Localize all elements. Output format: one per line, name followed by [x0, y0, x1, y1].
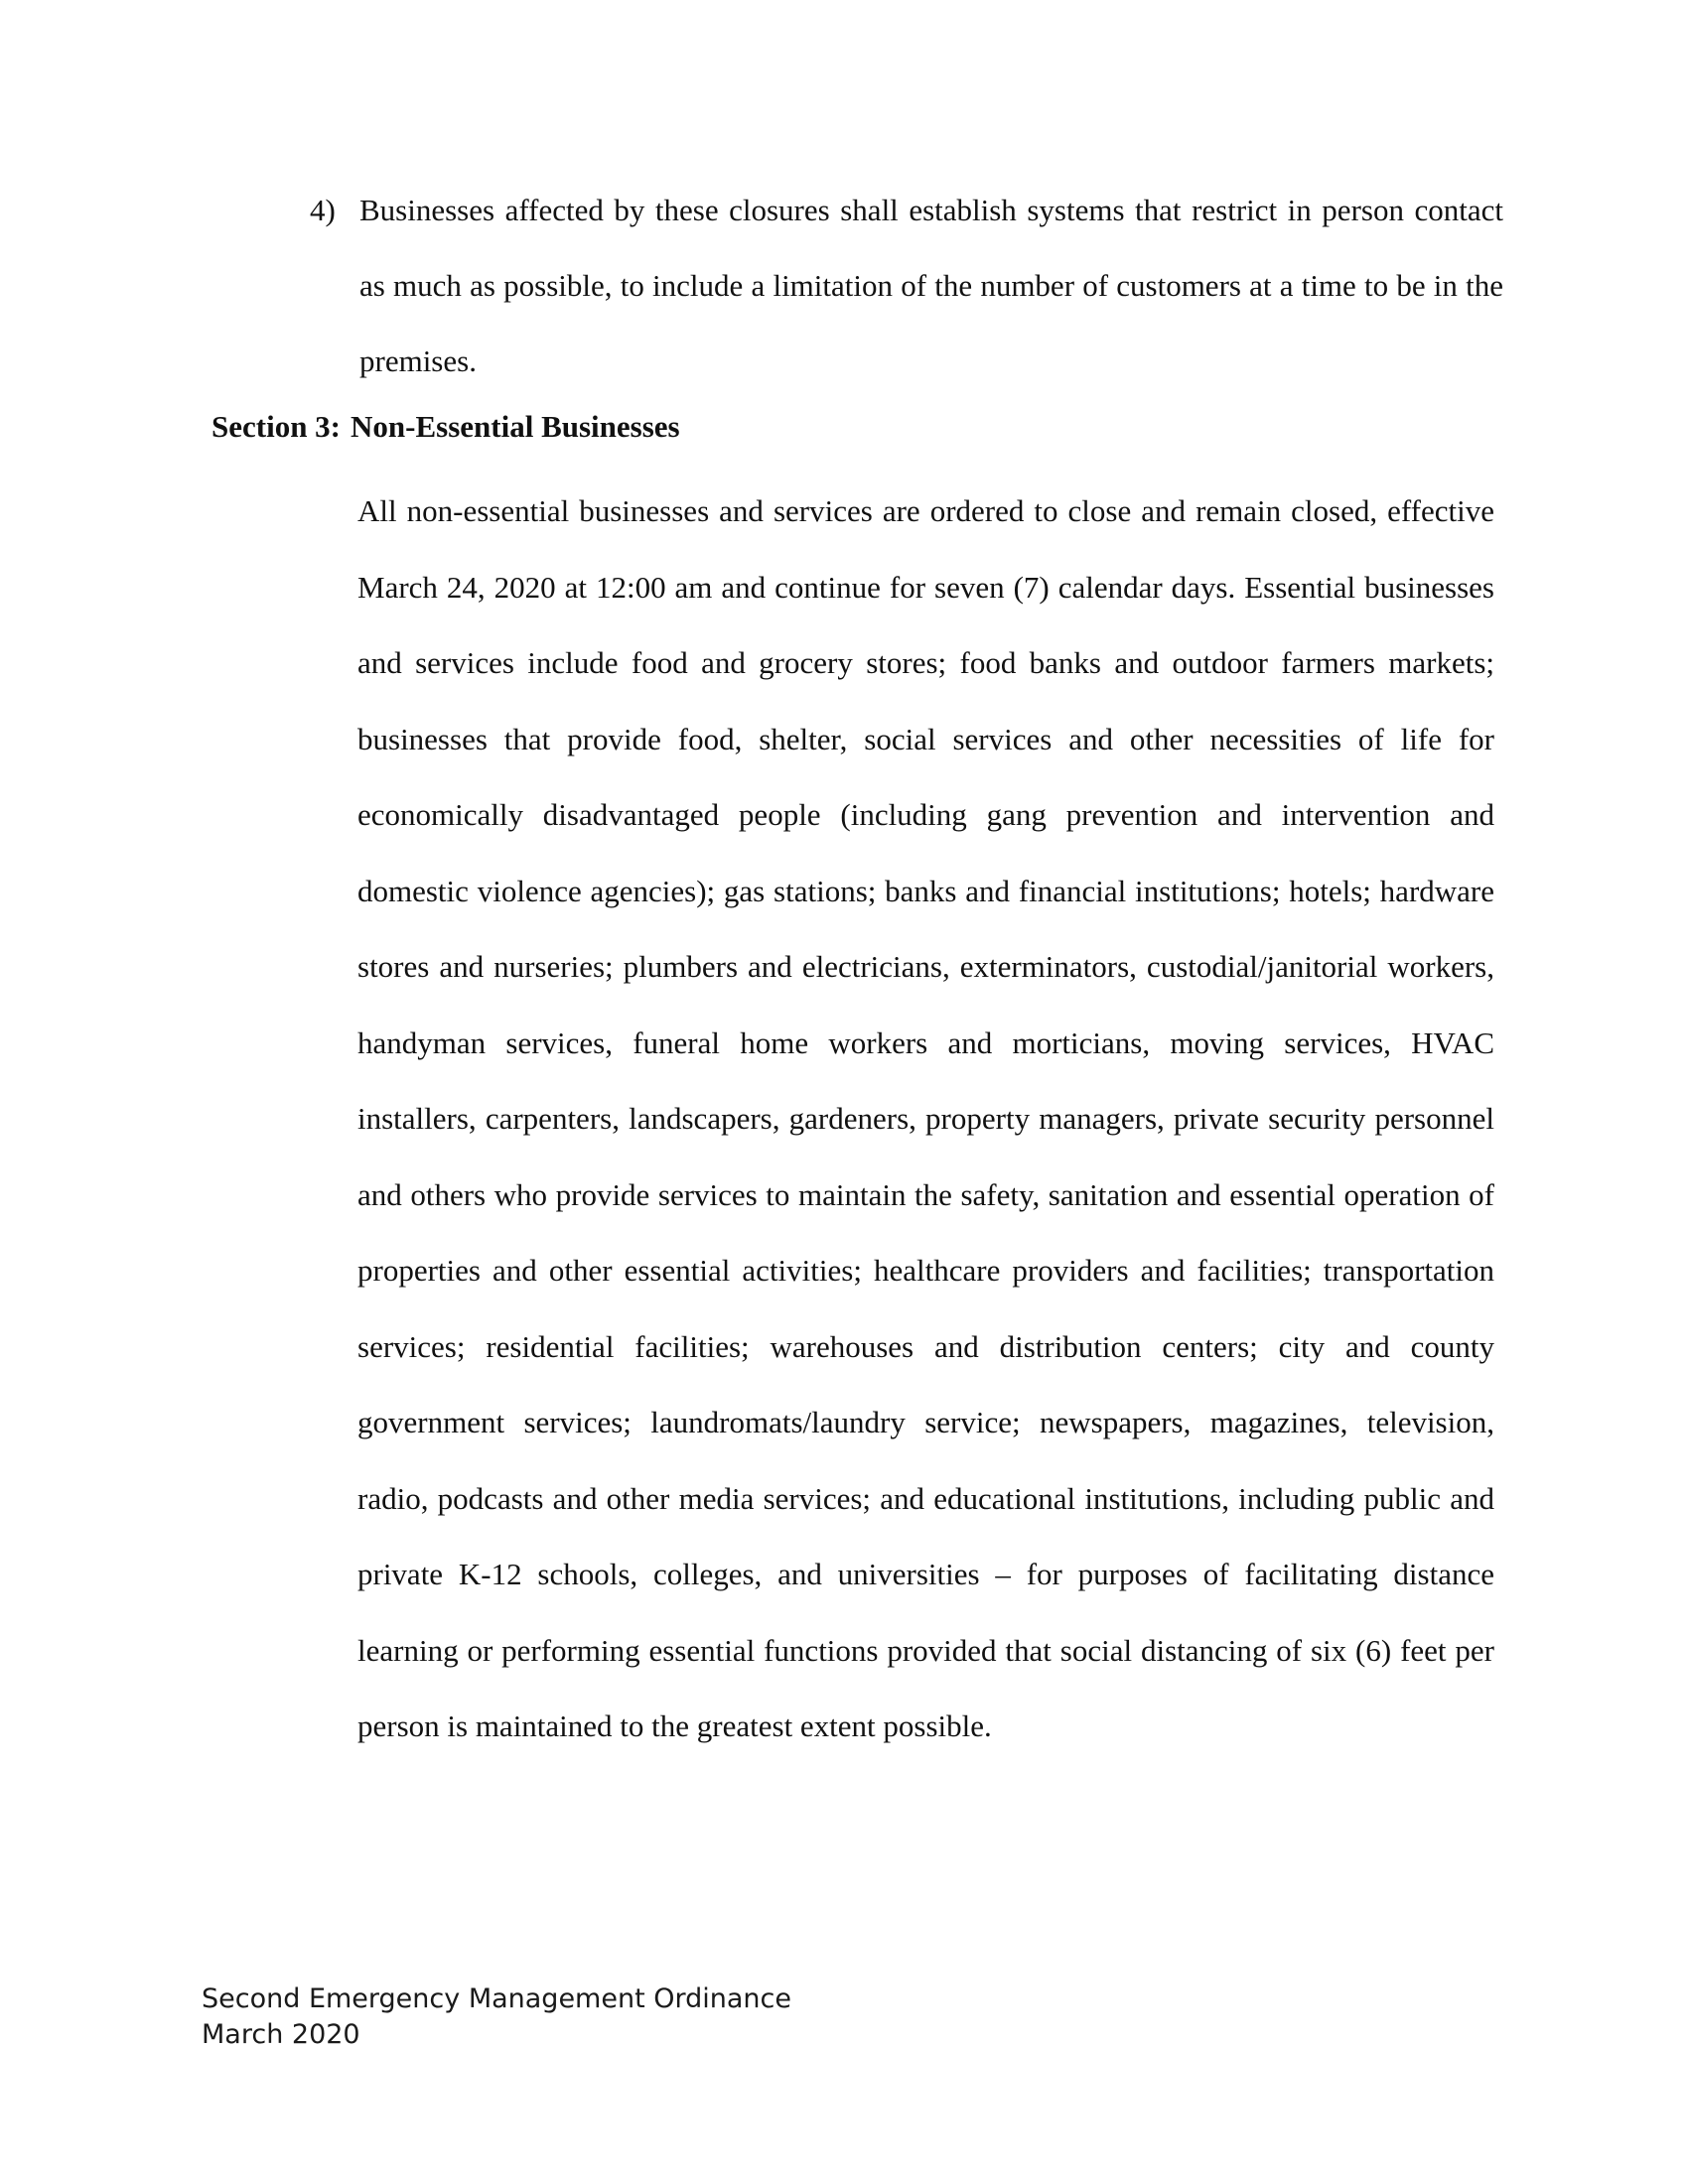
- page-footer: [202, 1981, 791, 2053]
- section-body-paragraph: All non-essential businesses and services are ordered to close and remain closed, effective March 24, 2020 at 12:00 am and continue for seven (7) calendar days. Essential businesses and services include food and grocery stores; food banks and outdoor farmers markets; businesses that provide food, shelter, social services and other necessities of life for economically disadvantaged people (including gang prevention and intervention and domestic violence agencies); gas stations; banks and financial institutions; hotels; hardware stores and nurseries; plumbers and electricians, exterminators, custodial/janitorial workers, handyman services, funeral home workers and morticians, moving services, HVAC installers, carpenters, landscapers, gardeners, property managers, private security personnel and others who provide services to maintain the safety, sanitation and essential operation of properties and other essential activities; healthcare providers and facilities; transportation services; residential facilities; warehouses and distribution centers; city and county government services; laundromats/laundry service; newspapers, magazines, television, radio, podcasts and other media services; and educational institutions, including public and private K-12 schools, colleges, and universities – for purposes of facilitating distance learning or performing essential functions provided that social distancing of six (6) feet per person is maintained to the greatest extent possible.: [357, 493, 1494, 1743]
- section-label: Section 3:: [211, 409, 342, 444]
- section-heading: [211, 405, 680, 449]
- list-item-text: Businesses affected by these closures shall establish systems that restrict in person contact as much as possible, to include a limitation of the number of customers at a time to be in the premises.: [359, 193, 1503, 378]
- list-item-number: 4): [310, 193, 336, 227]
- footer-title: Second Emergency Management Ordinance: [202, 1983, 791, 2014]
- section-title: Non-Essential Businesses: [351, 409, 680, 444]
- footer-date: March 2020: [202, 2019, 360, 2050]
